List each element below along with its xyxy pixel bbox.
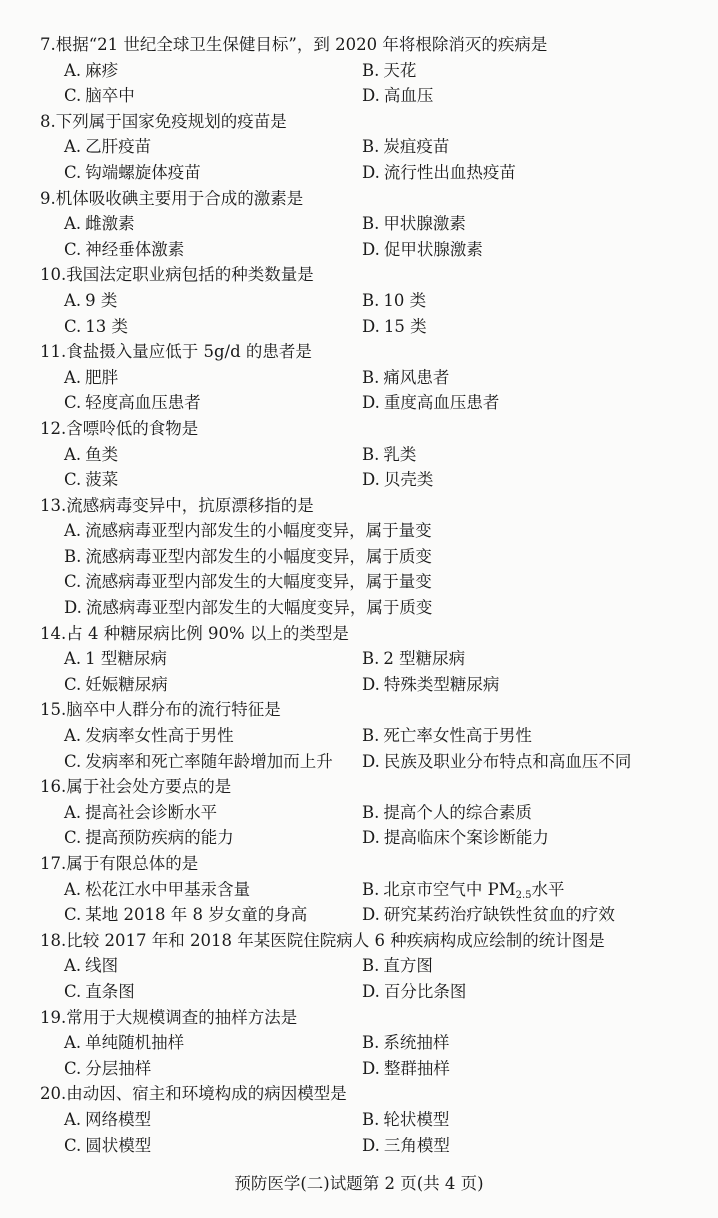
- option-text: 13 类: [85, 316, 129, 336]
- option-d: [362, 237, 483, 263]
- question-stem: [0, 109, 718, 135]
- option-b: [362, 288, 426, 314]
- option-text: 百分比条图: [383, 981, 467, 1001]
- question-text: 属于社会处方要点的是: [66, 777, 232, 797]
- option-text: 麻疹: [85, 60, 119, 80]
- option-letter: D.: [362, 239, 380, 259]
- option-a: [64, 134, 151, 160]
- option-a: [64, 1030, 184, 1056]
- page-footer: 预防医学(二)试题第 2 页(共 4 页): [234, 1174, 484, 1193]
- option-letter: C.: [64, 393, 82, 413]
- question-stem: [0, 774, 718, 800]
- option-row: [0, 314, 718, 340]
- question-8: [0, 109, 718, 186]
- option-text: 乙肝疫苗: [85, 137, 152, 157]
- question-stem: [0, 262, 718, 288]
- option-row: [0, 825, 718, 851]
- option-row: [0, 211, 718, 237]
- option-a: [64, 58, 118, 84]
- option-text: 神经垂体激素: [85, 239, 185, 259]
- option-row: [0, 58, 718, 84]
- option-text: 线图: [85, 956, 119, 976]
- option-letter: B.: [362, 290, 380, 310]
- option-text: 单纯随机抽样: [85, 1033, 185, 1053]
- option-b: [362, 1107, 449, 1133]
- question-20: [0, 1081, 718, 1158]
- option-a: [64, 365, 118, 391]
- question-stem: [0, 186, 718, 212]
- option-a: [64, 646, 167, 672]
- question-number: 18.: [40, 930, 67, 950]
- option-letter: D.: [362, 162, 380, 182]
- option-text: 流感病毒亚型内部发生的大幅度变异，属于质变: [85, 598, 433, 618]
- option-letter: D.: [362, 674, 380, 694]
- option-row: [0, 672, 718, 698]
- option-row: [0, 646, 718, 672]
- question-stem: [0, 1005, 718, 1031]
- option-text: 民族及职业分布特点和高血压不同: [383, 751, 632, 771]
- question-text: 脑卒中人群分布的流行特征是: [66, 700, 281, 720]
- option-c: [64, 237, 184, 263]
- option-text: 发病率和死亡率随年龄增加而上升: [85, 751, 333, 771]
- option-text: 雌激素: [85, 214, 135, 234]
- question-number: 15.: [40, 700, 67, 720]
- question-text: 属于有限总体的是: [66, 854, 199, 873]
- question-text: 含嘌呤低的食物是: [66, 418, 199, 438]
- option-letter: C.: [64, 828, 82, 848]
- option-d: [64, 595, 432, 621]
- option-letter: D.: [362, 1135, 380, 1155]
- option-letter: C.: [64, 1135, 82, 1155]
- question-number: 11.: [40, 342, 67, 362]
- option-row: [0, 83, 718, 109]
- option-d: [362, 314, 427, 340]
- option-letter: A.: [64, 444, 82, 464]
- option-row: [0, 237, 718, 263]
- option-text: 提高预防疾病的能力: [85, 828, 234, 848]
- option-text: 菠菜: [85, 470, 119, 490]
- option-letter: B.: [362, 1109, 380, 1129]
- question-19: [0, 1005, 718, 1082]
- option-letter: C.: [64, 86, 82, 106]
- option-b: [362, 953, 433, 979]
- option-text: 某地 2018 年 8 岁女童的身高: [85, 905, 308, 925]
- option-letter: C.: [64, 981, 82, 1001]
- option-text: 脑卒中: [85, 86, 135, 106]
- question-text: 机体吸收碘主要用于合成的激素是: [55, 188, 304, 208]
- option-text: 系统抽样: [383, 1033, 450, 1053]
- option-b: [64, 544, 432, 570]
- option-letter: C.: [64, 674, 82, 694]
- option-text: 直条图: [85, 981, 135, 1001]
- question-14: [0, 621, 718, 698]
- option-letter: D.: [362, 86, 380, 106]
- option-text: 2 型糖尿病: [383, 649, 466, 669]
- question-16: [0, 774, 718, 851]
- option-c: [64, 1133, 151, 1159]
- option-letter: C.: [64, 162, 82, 182]
- option-a: [64, 442, 118, 468]
- option-row: [0, 390, 718, 416]
- question-text: 流感病毒变异中，抗原漂移指的是: [66, 495, 314, 515]
- option-letter: B.: [362, 214, 380, 234]
- option-b: [362, 58, 416, 84]
- option-letter: A.: [64, 521, 82, 541]
- question-12: [0, 416, 718, 493]
- option-d: [362, 83, 433, 109]
- option-d: [362, 160, 516, 186]
- question-stem: [0, 416, 718, 442]
- question-18: [0, 928, 718, 1005]
- option-b: [362, 134, 449, 160]
- option-text: 研究某药治疗缺铁性贫血的疗效: [383, 905, 615, 925]
- option-text: 乳类: [383, 444, 417, 464]
- option-letter: B.: [362, 649, 380, 669]
- option-text: 发病率女性高于男性: [85, 726, 234, 746]
- question-number: 16.: [40, 777, 67, 797]
- option-letter: C.: [64, 905, 82, 925]
- question-number: 7.: [40, 35, 56, 54]
- option-text: 鱼类: [85, 444, 119, 464]
- option-letter: B.: [362, 956, 380, 976]
- option-d: [362, 825, 549, 851]
- option-c: [64, 390, 201, 416]
- option-letter: C.: [64, 470, 82, 490]
- question-number: 19.: [40, 1007, 67, 1027]
- option-text: 甲状腺激素: [383, 214, 466, 234]
- question-text: 比较 2017 年和 2018 年某医院住院病人 6 种疾病构成应绘制的统计图是: [66, 930, 605, 950]
- option-text: 流行性出血热疫苗: [383, 162, 516, 182]
- option-b: [362, 646, 465, 672]
- option-letter: A.: [64, 1109, 82, 1129]
- option-row: [0, 595, 718, 621]
- question-11: [0, 339, 718, 416]
- question-7: [0, 32, 718, 109]
- option-a: [64, 1107, 151, 1133]
- option-letter: B.: [64, 546, 82, 566]
- question-17: [0, 851, 718, 928]
- option-b: [362, 1030, 449, 1056]
- option-letter: C.: [64, 239, 82, 259]
- option-row: [0, 518, 718, 544]
- option-letter: B.: [362, 137, 380, 157]
- question-text: 食盐摄入量应低于 5g/d 的患者是: [66, 342, 312, 362]
- option-letter: C.: [64, 316, 82, 336]
- option-letter: D.: [362, 1058, 380, 1078]
- option-text: 流感病毒亚型内部发生的小幅度变异，属于质变: [85, 546, 432, 566]
- option-text: 提高临床个案诊断能力: [383, 828, 549, 848]
- option-row: [0, 544, 718, 570]
- option-d: [362, 749, 631, 775]
- question-stem: [0, 697, 718, 723]
- option-d: [362, 1056, 450, 1082]
- option-text: 10 类: [383, 290, 427, 310]
- option-c: [64, 314, 128, 340]
- option-letter: B.: [362, 802, 380, 822]
- question-stem: [0, 621, 718, 647]
- question-number: 8.: [40, 111, 56, 131]
- option-d: [362, 467, 433, 493]
- option-text: 钩端螺旋体疫苗: [85, 162, 201, 182]
- question-stem: [0, 928, 718, 954]
- option-text: 整群抽样: [383, 1058, 450, 1078]
- option-letter: D.: [362, 828, 380, 848]
- option-letter: B.: [362, 367, 380, 387]
- option-text: 三角模型: [383, 1135, 450, 1155]
- option-row: [0, 467, 718, 493]
- option-text: 提高社会诊断水平: [85, 802, 218, 822]
- option-a: [64, 953, 118, 979]
- option-text: 北京市空气中 PM: [383, 879, 516, 899]
- question-number: 20.: [40, 1084, 67, 1104]
- option-letter: A.: [64, 956, 82, 976]
- option-b: [362, 365, 449, 391]
- option-letter: C.: [64, 1058, 82, 1078]
- question-text: 常用于大规模调查的抽样方法是: [66, 1007, 298, 1027]
- option-row: [0, 953, 718, 979]
- option-c: [64, 569, 432, 595]
- option-letter: A.: [64, 290, 82, 310]
- question-stem: [0, 493, 718, 519]
- option-b: [362, 442, 416, 468]
- question-stem: [0, 32, 718, 58]
- option-letter: A.: [64, 60, 82, 80]
- option-c: [64, 160, 201, 186]
- question-9: [0, 186, 718, 263]
- question-text: 占 4 种糖尿病比例 90% 以上的类型是: [66, 623, 349, 643]
- option-row: [0, 365, 718, 391]
- option-letter: A.: [64, 1033, 82, 1053]
- question-number: 17.: [40, 854, 67, 873]
- option-d: [362, 390, 499, 416]
- option-a: [64, 800, 217, 826]
- option-text: 提高个人的综合素质: [383, 802, 532, 822]
- option-text: 特殊类型糖尿病: [383, 674, 500, 694]
- option-text: 轮状模型: [383, 1109, 450, 1129]
- option-a: [64, 877, 250, 903]
- option-text: 流感病毒亚型内部发生的小幅度变异，属于量变: [85, 521, 432, 541]
- question-stem: [0, 851, 718, 877]
- option-c: [64, 467, 118, 493]
- option-letter: D.: [362, 316, 380, 336]
- option-letter: D.: [362, 470, 380, 490]
- question-number: 12.: [40, 418, 67, 438]
- option-letter: B.: [362, 60, 380, 80]
- option-d: [362, 979, 466, 1005]
- question-number: 9.: [40, 188, 56, 208]
- option-letter: D.: [362, 981, 380, 1001]
- question-13: [0, 493, 718, 621]
- option-row: [0, 979, 718, 1005]
- option-d: [362, 1133, 450, 1159]
- option-b: [362, 723, 532, 749]
- option-letter: A.: [64, 137, 82, 157]
- option-text-suffix: 水平: [531, 879, 565, 899]
- option-row: [0, 749, 718, 775]
- option-c: [64, 672, 168, 698]
- option-letter: A.: [64, 879, 82, 899]
- option-c: [64, 825, 234, 851]
- option-letter: B.: [362, 726, 380, 746]
- option-letter: D.: [362, 905, 380, 925]
- question-text: 根据“21 世纪全球卫生保健目标”，到 2020 年将根除消灭的疾病是: [55, 35, 548, 54]
- option-text: 肥胖: [85, 367, 119, 387]
- option-text: 高血压: [383, 86, 434, 106]
- question-text: 下列属于国家免疫规划的疫苗是: [55, 111, 287, 131]
- option-a: [64, 288, 117, 314]
- option-row: [0, 134, 718, 160]
- option-text: 死亡率女性高于男性: [383, 726, 532, 746]
- option-text: 痛风患者: [383, 367, 450, 387]
- option-row: [0, 1056, 718, 1082]
- question-stem: [0, 339, 718, 365]
- option-c: [64, 749, 333, 775]
- option-text: 分层抽样: [85, 1058, 152, 1078]
- option-letter: A.: [64, 802, 82, 822]
- question-number: 14.: [40, 623, 67, 643]
- option-text: 天花: [383, 60, 417, 80]
- option-a: [64, 723, 234, 749]
- option-c: [64, 902, 307, 928]
- option-b: [362, 211, 466, 237]
- option-a: [64, 518, 432, 544]
- question-stem: [0, 1081, 718, 1107]
- option-letter: C.: [64, 751, 82, 771]
- option-b: [362, 800, 532, 826]
- option-text: 网络模型: [85, 1109, 152, 1129]
- option-text: 重度高血压患者: [383, 393, 500, 413]
- option-letter: B.: [362, 879, 380, 899]
- option-d: [362, 672, 499, 698]
- option-text: 松花江水中甲基汞含量: [85, 879, 251, 899]
- question-text: 我国法定职业病包括的种类数量是: [66, 265, 314, 285]
- option-letter: D.: [64, 598, 82, 618]
- option-text: 贝壳类: [383, 470, 434, 490]
- option-letter: D.: [362, 751, 380, 771]
- question-number: 10.: [40, 265, 67, 285]
- option-row: [0, 800, 718, 826]
- option-text: 轻度高血压患者: [85, 393, 201, 413]
- option-row: [0, 877, 718, 903]
- option-a: [64, 211, 135, 237]
- option-row: [0, 442, 718, 468]
- option-row: [0, 160, 718, 186]
- option-row: [0, 723, 718, 749]
- option-text: 直方图: [383, 956, 433, 976]
- option-letter: B.: [362, 1033, 380, 1053]
- option-letter: B.: [362, 444, 380, 464]
- option-row: [0, 1133, 718, 1159]
- option-text: 1 型糖尿病: [85, 649, 167, 669]
- option-row: [0, 1030, 718, 1056]
- option-text: 炭疽疫苗: [383, 137, 450, 157]
- question-number: 13.: [40, 495, 67, 515]
- option-row: [0, 1107, 718, 1133]
- option-letter: C.: [64, 572, 82, 592]
- option-c: [64, 979, 135, 1005]
- question-list: [0, 32, 718, 1158]
- option-letter: A.: [64, 726, 82, 746]
- option-c: [64, 1056, 151, 1082]
- option-text: 流感病毒亚型内部发生的大幅度变异，属于量变: [85, 572, 432, 592]
- option-text: 妊娠糖尿病: [85, 674, 168, 694]
- option-text: 9 类: [85, 290, 118, 310]
- option-letter: A.: [64, 214, 82, 234]
- option-row: [0, 902, 718, 928]
- option-text: 圆状模型: [85, 1135, 152, 1155]
- option-text: 15 类: [383, 316, 427, 336]
- question-text: 由动因、宿主和环境构成的病因模型是: [66, 1084, 347, 1104]
- option-letter: D.: [362, 393, 380, 413]
- option-row: [0, 288, 718, 314]
- option-subscript: 2.5: [515, 889, 532, 901]
- option-letter: A.: [64, 367, 82, 387]
- question-10: [0, 262, 718, 339]
- question-15: [0, 697, 718, 774]
- option-text: 促甲状腺激素: [383, 239, 483, 259]
- option-d: [362, 902, 615, 928]
- option-c: [64, 83, 135, 109]
- option-row: [0, 569, 718, 595]
- option-letter: A.: [64, 649, 82, 669]
